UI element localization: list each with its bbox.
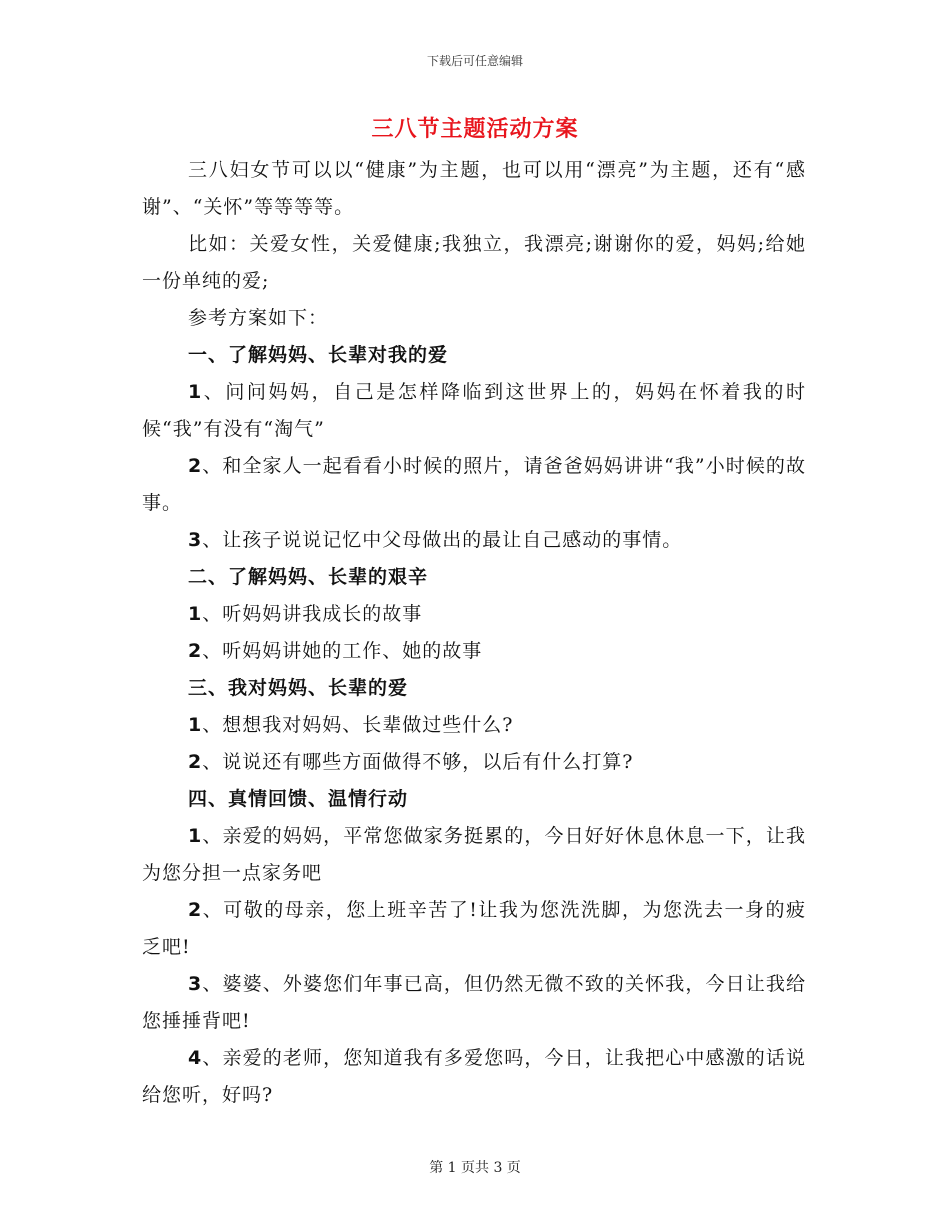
document-title: 三八节主题活动方案 (371, 116, 579, 142)
list-item (142, 892, 806, 966)
list-item-number: 1 (188, 381, 203, 403)
list-item (142, 448, 806, 522)
section-heading-4: 四、真情回馈、温情行动 (188, 788, 409, 810)
list-item (142, 522, 806, 559)
list-item-text: 、让孩子说说记忆中父母做出的最让自己感动的事情。 (202, 529, 683, 551)
list-item-text: 、问问妈妈，自己是怎样降临到这世界上的，妈妈在怀着我的时候“我”有没有“淘气” (142, 381, 806, 440)
list-item-text: 、亲爱的妈妈，平常您做家务挺累的，今日好好休息休息一下，让我为您分担一点家务吧 (142, 825, 806, 884)
section-heading-2: 二、了解妈妈、长辈的艰辛 (188, 566, 429, 588)
list-item (142, 966, 806, 1040)
list-item-text: 、说说还有哪些方面做得不够，以后有什么打算? (202, 751, 634, 773)
intro-paragraph-theme: 三八妇女节可以以“健康”为主题，也可以用“漂亮”为主题，还有“感谢”、“关怀”等等等等。 (142, 159, 806, 218)
list-item-number: 3 (188, 529, 203, 551)
section-heading-3: 三、我对妈妈、长辈的爱 (188, 677, 409, 699)
list-item-text: 、婆婆、外婆您们年事已高，但仍然无微不致的关怀我，今日让我给您捶捶背吧! (142, 973, 806, 1032)
list-item-text: 、亲爱的老师，您知道我有多爱您吗，今日，让我把心中感激的话说给您听，好吗? (142, 1047, 806, 1106)
list-item-number: 1 (188, 714, 203, 736)
list-item (142, 707, 806, 744)
list-item-number: 2 (188, 455, 203, 477)
list-item (142, 744, 806, 781)
page-header-note: 下载后可任意编辑 (426, 54, 523, 68)
list-item-text: 、和全家人一起看看小时候的照片，请爸爸妈妈讲讲“我”小时候的故事。 (142, 455, 806, 514)
list-item-number: 2 (188, 640, 203, 662)
list-item-number: 1 (188, 603, 203, 625)
list-item-text: 、听妈妈讲我成长的故事 (202, 603, 423, 625)
list-item-text: 、想想我对妈妈、长辈做过些什么? (202, 714, 514, 736)
list-item-number: 2 (188, 751, 203, 773)
list-item-text: 、听妈妈讲她的工作、她的故事 (202, 640, 483, 662)
section-heading-1: 一、了解妈妈、长辈对我的爱 (188, 344, 449, 366)
list-item-number: 2 (188, 899, 203, 921)
list-item (142, 596, 806, 633)
document-body (142, 152, 806, 1114)
list-item (142, 1040, 806, 1114)
list-item (142, 633, 806, 670)
list-item-text: 、可敬的母亲，您上班辛苦了!让我为您洗洗脚，为您洗去一身的疲乏吧! (142, 899, 806, 958)
intro-paragraph-reference: 参考方案如下： (188, 307, 329, 329)
list-item-number: 3 (188, 973, 203, 995)
list-item-number: 1 (188, 825, 203, 847)
list-item (142, 818, 806, 892)
list-item (142, 374, 806, 448)
intro-paragraph-examples: 比如：关爱女性，关爱健康;我独立，我漂亮;谢谢你的爱，妈妈;给她一份单纯的爱; (142, 233, 806, 292)
list-item-number: 4 (188, 1047, 203, 1069)
page-number-indicator: 第 1 页共 3 页 (429, 1160, 521, 1176)
